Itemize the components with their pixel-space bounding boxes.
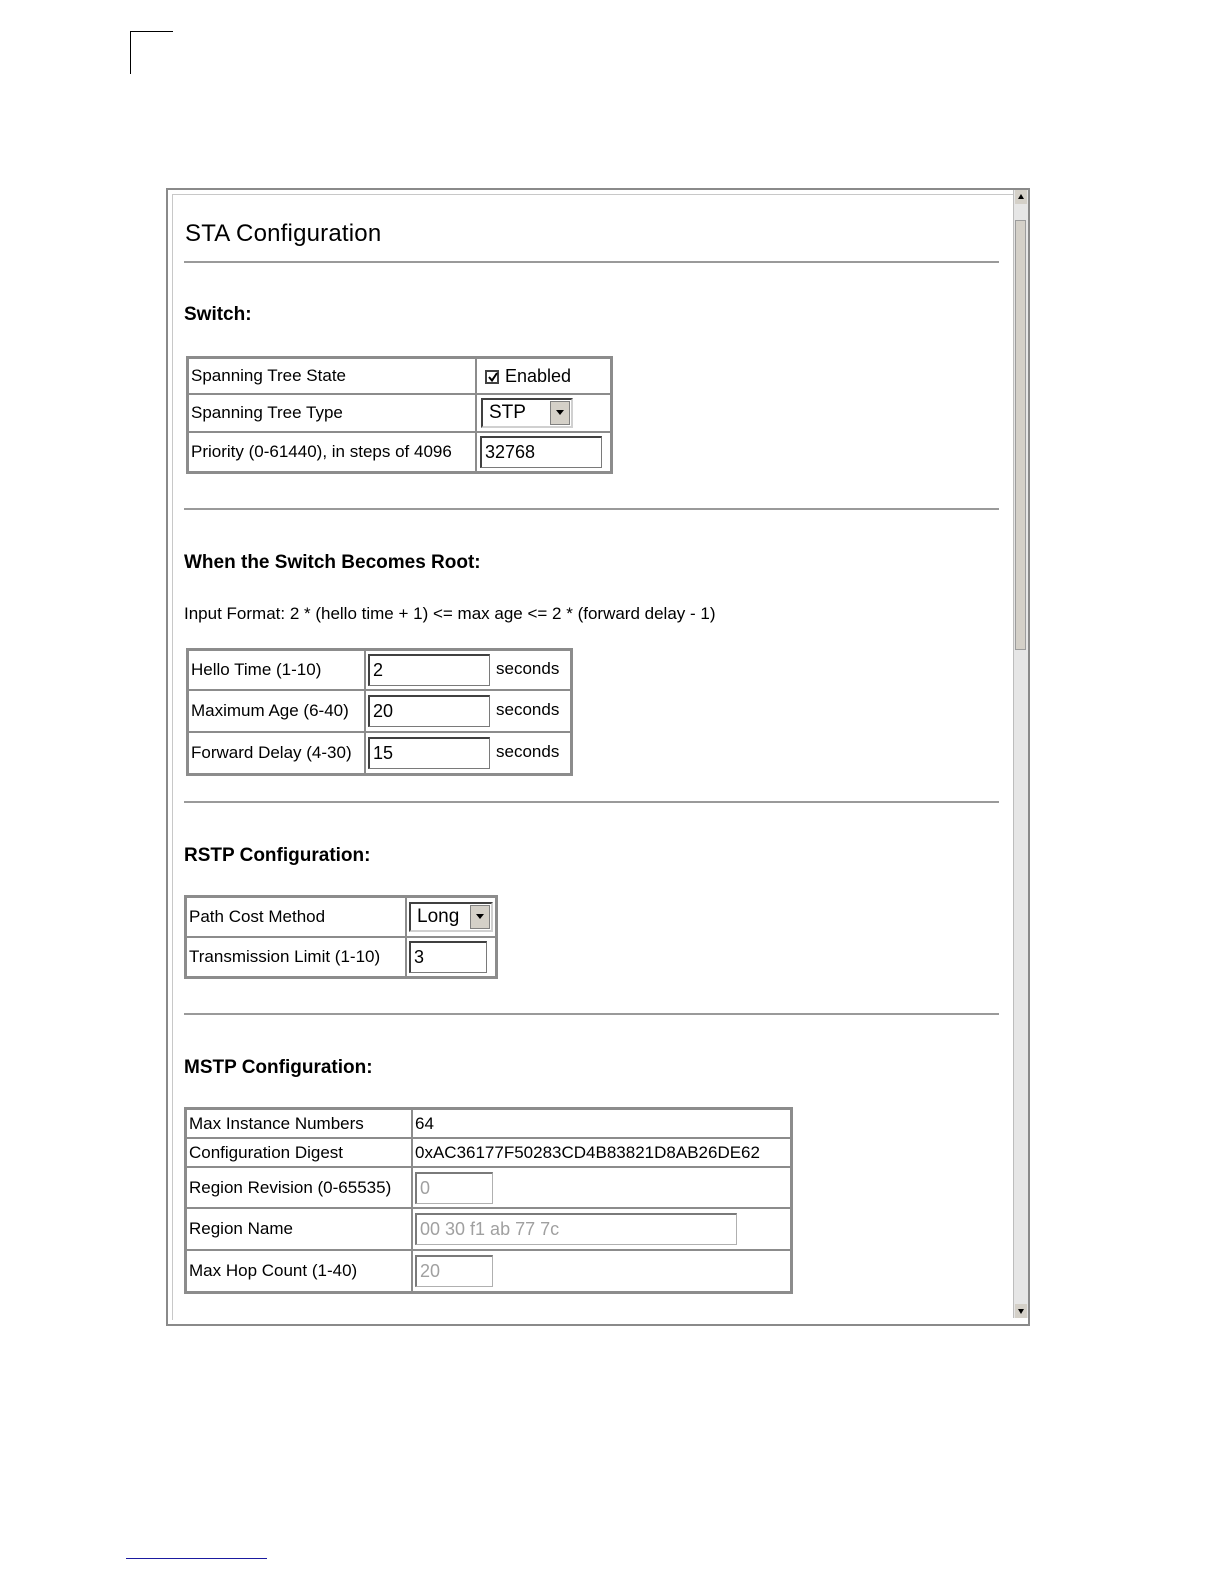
- arrow-up-icon: [1015, 190, 1027, 204]
- rstp-heading: RSTP Configuration:: [184, 845, 371, 866]
- priority-cell: [476, 432, 611, 472]
- forward-delay-label: Forward Delay (4-30): [188, 732, 365, 774]
- arrow-down-icon: [1015, 1304, 1027, 1318]
- select-value: STP: [489, 402, 526, 423]
- divider: [184, 508, 999, 510]
- divider: [184, 261, 999, 263]
- forward-delay-input[interactable]: 15: [368, 737, 490, 769]
- divider: [184, 1013, 999, 1015]
- footer-rule: [126, 1558, 267, 1559]
- max-hop-cell: [412, 1250, 791, 1292]
- chevron-down-icon: [475, 914, 485, 920]
- region-revision-cell: [412, 1167, 791, 1208]
- priority-label: Priority (0-61440), in steps of 4096: [188, 432, 476, 472]
- vertical-scrollbar[interactable]: [1013, 190, 1028, 1318]
- hello-time-cell: [365, 650, 571, 690]
- state-label: Spanning Tree State: [188, 358, 476, 394]
- dropdown-button[interactable]: [550, 401, 570, 425]
- switch-heading: Switch:: [184, 304, 252, 325]
- page-title: STA Configuration: [185, 220, 382, 247]
- hello-time-units: seconds: [496, 659, 560, 679]
- root-timers-table: [186, 648, 573, 776]
- chevron-down-icon: [555, 410, 565, 416]
- hello-time-label: Hello Time (1-10): [188, 650, 365, 690]
- max-age-input[interactable]: 20: [368, 695, 490, 727]
- hello-time-input[interactable]: 2: [368, 654, 490, 686]
- select-value: Long: [417, 906, 460, 927]
- root-heading: When the Switch Becomes Root:: [184, 552, 481, 573]
- max-instance-label: Max Instance Numbers: [186, 1109, 412, 1138]
- path-cost-select[interactable]: [409, 902, 493, 932]
- region-revision-input: 0: [415, 1172, 493, 1204]
- type-label: Spanning Tree Type: [188, 394, 476, 432]
- scrollbar-thumb[interactable]: [1015, 220, 1026, 650]
- input-format-note: Input Format: 2 * (hello time + 1) <= max age <= 2 * (forward delay - 1): [184, 604, 716, 623]
- spanning-tree-type-select[interactable]: [481, 398, 573, 428]
- digest-value: 0xAC36177F50283CD4B83821D8AB26DE62: [412, 1138, 791, 1167]
- path-cost-cell: [406, 897, 496, 937]
- divider: [184, 801, 999, 803]
- scroll-down-button[interactable]: [1015, 1304, 1027, 1318]
- max-age-cell: [365, 690, 571, 732]
- region-name-input: 00 30 f1 ab 77 7c: [415, 1213, 737, 1245]
- scroll-up-button[interactable]: [1015, 190, 1027, 204]
- enabled-label: Enabled: [505, 365, 572, 386]
- path-cost-label: Path Cost Method: [186, 897, 406, 937]
- max-age-units: seconds: [496, 700, 560, 720]
- rstp-table: [184, 895, 498, 979]
- mstp-table: [184, 1107, 793, 1294]
- content-area: [168, 190, 1014, 1318]
- region-name-label: Region Name: [186, 1208, 412, 1250]
- max-instance-value: 64: [412, 1109, 791, 1138]
- switch-table: [186, 356, 613, 474]
- state-cell: [476, 358, 611, 394]
- check-icon: [486, 370, 500, 384]
- forward-delay-cell: [365, 732, 571, 774]
- page-corner-mark: [130, 31, 173, 74]
- region-name-cell: [412, 1208, 791, 1250]
- enabled-checkbox[interactable]: [485, 370, 499, 384]
- browser-frame: [166, 188, 1030, 1326]
- max-age-label: Maximum Age (6-40): [188, 690, 365, 732]
- tx-limit-input[interactable]: 3: [409, 941, 487, 973]
- type-cell: [476, 394, 611, 432]
- digest-label: Configuration Digest: [186, 1138, 412, 1167]
- region-revision-label: Region Revision (0-65535): [186, 1167, 412, 1208]
- max-hop-label: Max Hop Count (1-40): [186, 1250, 412, 1292]
- priority-input[interactable]: 32768: [480, 436, 602, 468]
- tx-limit-label: Transmission Limit (1-10): [186, 937, 406, 977]
- max-hop-input: 20: [415, 1255, 493, 1287]
- mstp-heading: MSTP Configuration:: [184, 1057, 373, 1078]
- forward-delay-units: seconds: [496, 742, 560, 762]
- dropdown-button[interactable]: [470, 905, 490, 929]
- tx-limit-cell: [406, 937, 496, 977]
